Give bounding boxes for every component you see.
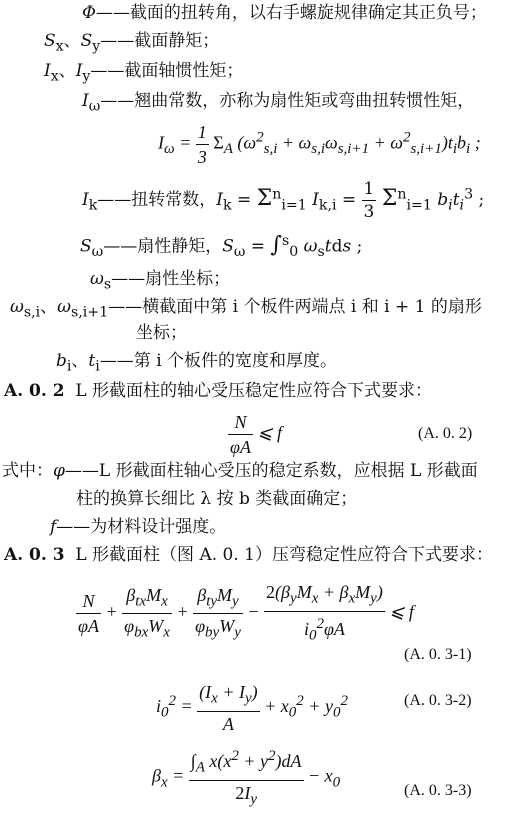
eq-a032: $i_0^2$ = $\frac{(I_x + I_y)}{A}$ + $x_0^2 + y_0^2$ [156, 682, 348, 734]
eq-a033-tag: (A. 0. 3-3) [404, 782, 472, 799]
where-phi-cont: 柱的换算长细比 λ 按 b 类截面确定； [76, 489, 358, 509]
def-ws: $\omega_s——$扇性坐标； [90, 269, 231, 293]
section-a02-number: A. 0. 2 [4, 381, 65, 401]
where-phi-text: ——L 形截面柱轴心受压的稳定系数，应根据 L 形截面 [64, 461, 478, 481]
where-f-text: ——为材料设计强度。 [56, 517, 227, 537]
def-i: $I_x$、$I_y——$截面轴惯性矩； [44, 61, 244, 85]
def-wsi-cont: 坐标； [136, 323, 187, 343]
def-s: $S_x$、$S_y——$截面静矩； [44, 31, 220, 55]
eq-a02-tag: (A. 0. 2) [418, 425, 473, 442]
def-sw: $S_\omega——$扇性静矩，$S_\omega = \int^s_0$ $\omega_stds$ ; [80, 232, 363, 261]
where-f: f——为材料设计强度。 [50, 517, 227, 537]
def-wsi: $\omega_{s,i}$、$\omega_{s,i+1}——$横截面中第 i 个板件两端点 i 和 i + 1 的扇形 [10, 297, 482, 321]
eq-a032-tag: (A. 0. 3-2) [404, 692, 472, 709]
section-a03-text: L 形截面柱（图 A. 0. 1）压弯稳定性应符合下式要求： [75, 545, 493, 565]
eq-a02-denominator: φA [230, 437, 251, 457]
def-wsi-text: ——横截面中第 i 个板件两端点 i 和 i + 1 的扇形 [108, 297, 482, 317]
def-iw: $I_\omega——$翘曲常数，亦称为扇性矩或弯曲扭转惯性矩， [82, 91, 475, 115]
eq-a02-rhs: ⩽ f [257, 422, 283, 443]
section-a02-text: L 形截面柱的轴心受压稳定性应符合下式要求： [75, 381, 433, 401]
section-a03-number: A. 0. 3 [4, 545, 65, 565]
section-a02 [4, 380, 432, 402]
eq-a02 [228, 410, 282, 459]
eq-a031: $\frac{N}{\varphi A}$ + $\frac{\beta_{tx}M_x}{\varphi_{bx}W_x}$ + $\frac{\beta_{ty}M_y}{\varphi_{by}W_y}$ − $\frac{2(\beta_yM_x + \beta_xM_y)}{i_0^2\varphi A}$ ⩽ f [78, 582, 414, 644]
def-bt-text: ——第 i 个板件的宽度和厚度。 [99, 351, 338, 371]
def-ik: $I_k——$扭转常数，$I_k = \Sigma^n_{i=1}$ $I_{k,i}$ = $\frac{1}{3}$ $\Sigma^n_{i=1}$ $b_it_i^3$ ; [82, 179, 485, 222]
eq-iw: $I_\omega$ = $\frac{1}{3}$ $\Sigma_A$ $(\omega^2_{s,i} + \omega_{s,i}\omega_{s,i+1} + \omega^2_{s,i+1})t_ib_i$ ; [158, 122, 481, 167]
def-phi: Φ——截面的扭转角，以右手螺旋规律确定其正负号； [82, 3, 487, 23]
eq-a033: $\beta_x$ = $\frac{\int_A x(x^2 + y^2)dA}{2I_y}$ − $x_0$ [152, 744, 340, 811]
def-bt: $b_i$、$t_i——$第 i 个板件的宽度和厚度。 [56, 351, 338, 375]
where-phi: 式中：φ——L 形截面柱轴心受压的稳定系数，应根据 L 形截面 [2, 461, 478, 481]
section-a03 [4, 544, 493, 566]
def-i-text: ——截面轴惯性矩； [90, 61, 244, 81]
def-s-text: ——截面静矩； [100, 31, 220, 51]
eq-a031-tag: (A. 0. 3-1) [404, 646, 472, 663]
def-ws-text: ——扇性坐标； [111, 269, 231, 289]
def-iw-text: ——翘曲常数，亦称为扇性矩或弯曲扭转惯性矩， [100, 91, 475, 111]
def-phi-text: ——截面的扭转角，以右手螺旋规律确定其正负号； [95, 3, 487, 23]
where-label: 式中： [2, 461, 53, 481]
eq-a02-numerator: N [228, 410, 253, 435]
